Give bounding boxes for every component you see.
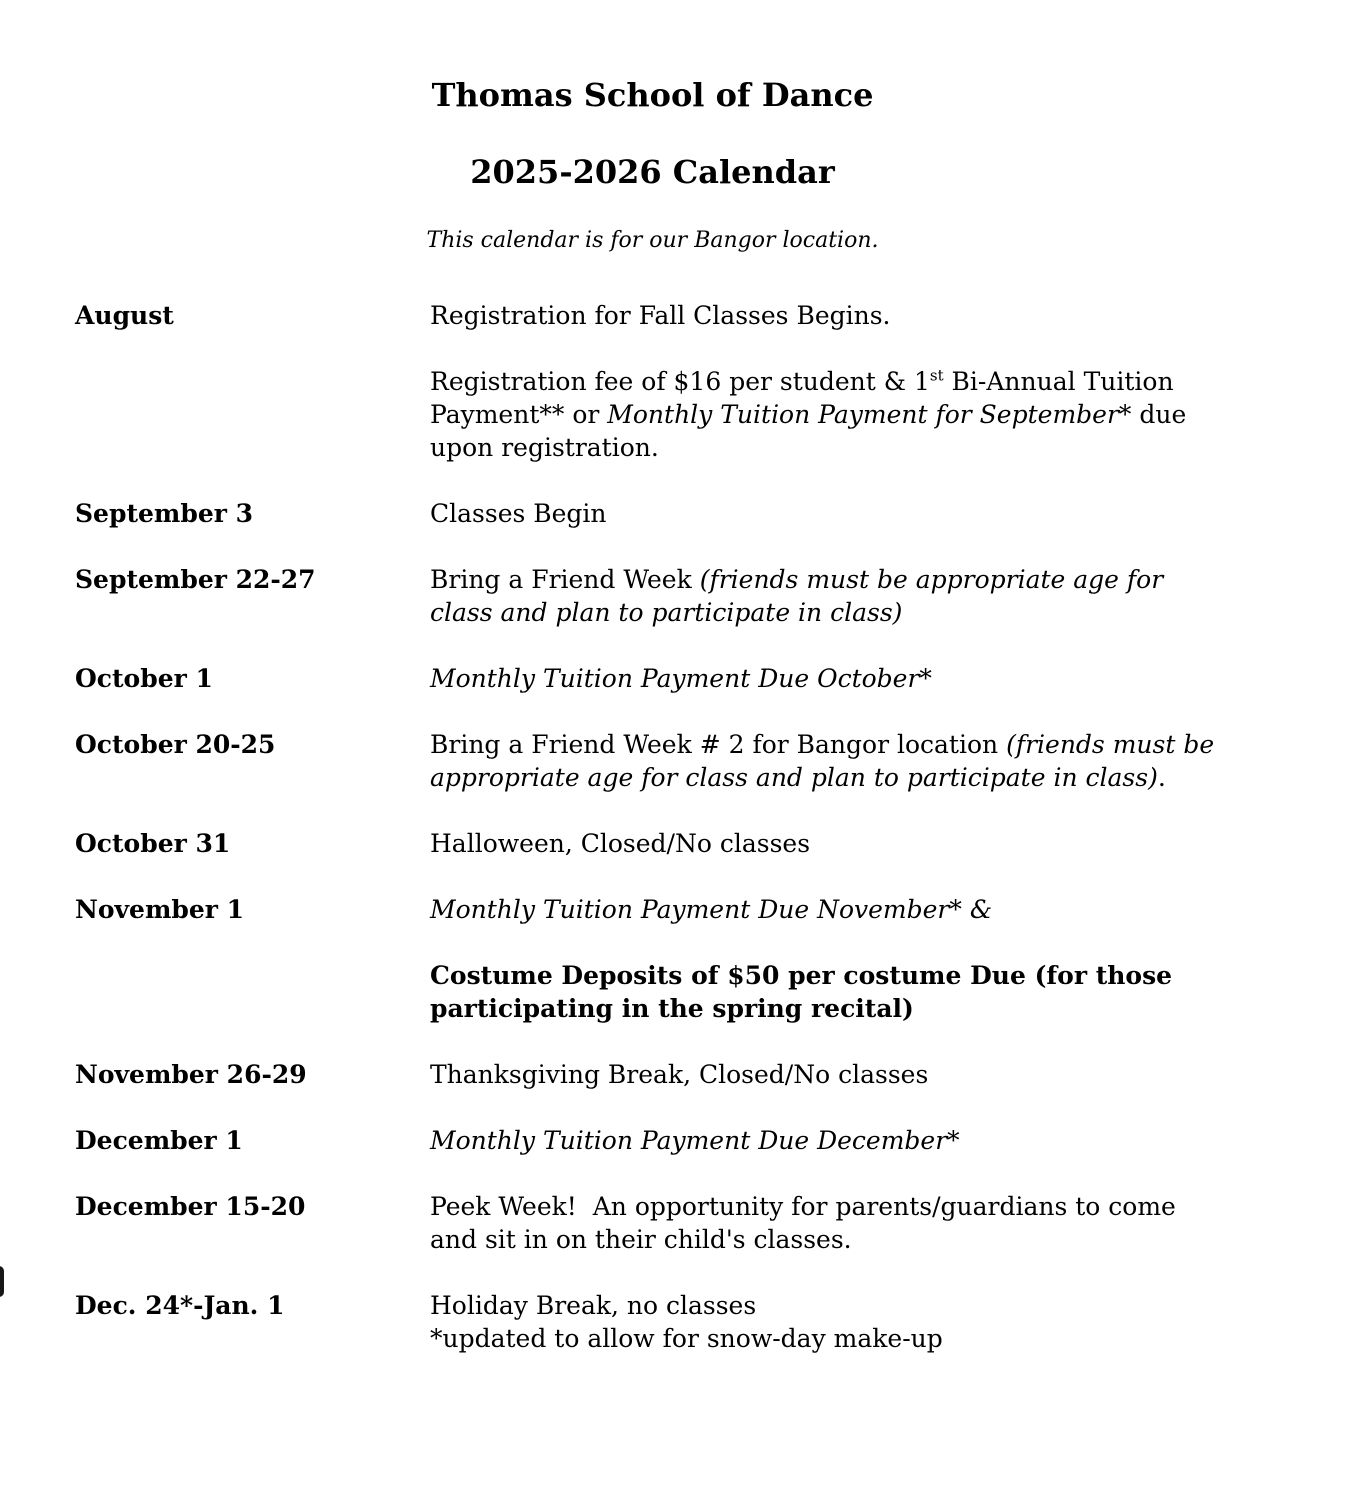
text-run: Monthly Tuition Payment Due December*: [430, 1126, 960, 1155]
entry-date: September 3: [75, 499, 254, 528]
entry-paragraph: [430, 893, 1230, 926]
entry-date: October 31: [75, 829, 231, 858]
entry-paragraph: [430, 299, 1230, 332]
entry-description: [430, 1058, 1230, 1124]
text-run: .: [1157, 763, 1166, 792]
entry-date: November 1: [75, 895, 245, 924]
calendar-row: [75, 497, 1230, 563]
text-run: Holiday Break, no classes: [430, 1291, 757, 1320]
entry-date: November 26-29: [75, 1060, 307, 1089]
entry-paragraph: [430, 1289, 1230, 1355]
text-run: Registration for Fall Classes Begins.: [430, 301, 891, 330]
text-run: Thanksgiving Break, Closed/No classes: [430, 1060, 929, 1089]
entry-description: [430, 1190, 1230, 1289]
entry-date: December 15-20: [75, 1192, 306, 1221]
entry-paragraph: [430, 497, 1230, 530]
entry-paragraph: [430, 662, 1230, 695]
text-run: st: [929, 366, 944, 385]
entry-paragraph: [430, 1190, 1230, 1256]
left-edge-clipped-mark: [0, 1266, 4, 1297]
entry-date: December 1: [75, 1126, 243, 1155]
entry-date: October 20-25: [75, 730, 276, 759]
entry-description: [430, 662, 1230, 728]
entry-description: [430, 1289, 1230, 1388]
calendar-row: [75, 728, 1230, 827]
text-run: Bring a Friend Week # 2 for Bangor location: [430, 730, 1007, 759]
calendar-entries: [75, 299, 1230, 1388]
entry-paragraph: [430, 1124, 1230, 1157]
entry-paragraph: [430, 1058, 1230, 1091]
text-run: Classes Begin: [430, 499, 607, 528]
entry-date: Dec. 24*-Jan. 1: [75, 1291, 285, 1320]
text-run: *updated to allow for snow-day make-up: [430, 1324, 943, 1353]
entry-date: September 22-27: [75, 565, 316, 594]
entry-paragraph: [430, 959, 1230, 1025]
calendar-row: [75, 893, 1230, 1058]
calendar-row: [75, 299, 1230, 497]
calendar-row: [75, 662, 1230, 728]
entry-date: August: [75, 301, 174, 330]
text-run: (friends must be appropriate age for class and plan to participate in class): [430, 565, 1172, 627]
calendar-row: [75, 1124, 1230, 1190]
entry-description: [430, 728, 1230, 827]
entry-description: [430, 497, 1230, 563]
calendar-row: [75, 563, 1230, 662]
location-note: This calendar is for our Bangor location.: [426, 228, 879, 253]
entry-date: October 1: [75, 664, 213, 693]
entry-description: [430, 299, 1230, 497]
text-run: Monthly Tuition Payment for September*: [607, 400, 1132, 429]
text-run: Registration fee of $16 per student & 1: [430, 367, 930, 396]
entry-paragraph: [430, 728, 1230, 794]
entry-description: [430, 827, 1230, 893]
entry-description: [430, 563, 1230, 662]
entry-description: [430, 1124, 1230, 1190]
calendar-row: [75, 1289, 1230, 1388]
text-run: Halloween, Closed/No classes: [430, 829, 811, 858]
document-subtitle: 2025-2026 Calendar: [470, 153, 835, 191]
text-run: Monthly Tuition Payment Due November* &: [430, 895, 993, 924]
text-run: Monthly Tuition Payment Due October*: [430, 664, 932, 693]
text-run: Bring a Friend Week: [430, 565, 700, 594]
entry-paragraph: [430, 365, 1230, 464]
entry-paragraph: [430, 563, 1230, 629]
text-run: (friends must be appropriate age for class and plan to participate in class): [430, 730, 1223, 792]
document-title: Thomas School of Dance: [431, 76, 874, 114]
entry-description: [430, 893, 1230, 1058]
calendar-row: [75, 827, 1230, 893]
entry-paragraph: [430, 827, 1230, 860]
text-run: Costume Deposits of $50 per costume Due (for those participating in the spring recital): [430, 961, 1181, 1023]
calendar-row: [75, 1190, 1230, 1289]
text-run: Peek Week! An opportunity for parents/guardians to come and sit in on their child's classes.: [430, 1192, 1184, 1254]
text-run: Bi-Annual Tuition Payment** or: [430, 367, 1182, 429]
calendar-row: [75, 1058, 1230, 1124]
text-run: due upon registration.: [430, 400, 1195, 462]
